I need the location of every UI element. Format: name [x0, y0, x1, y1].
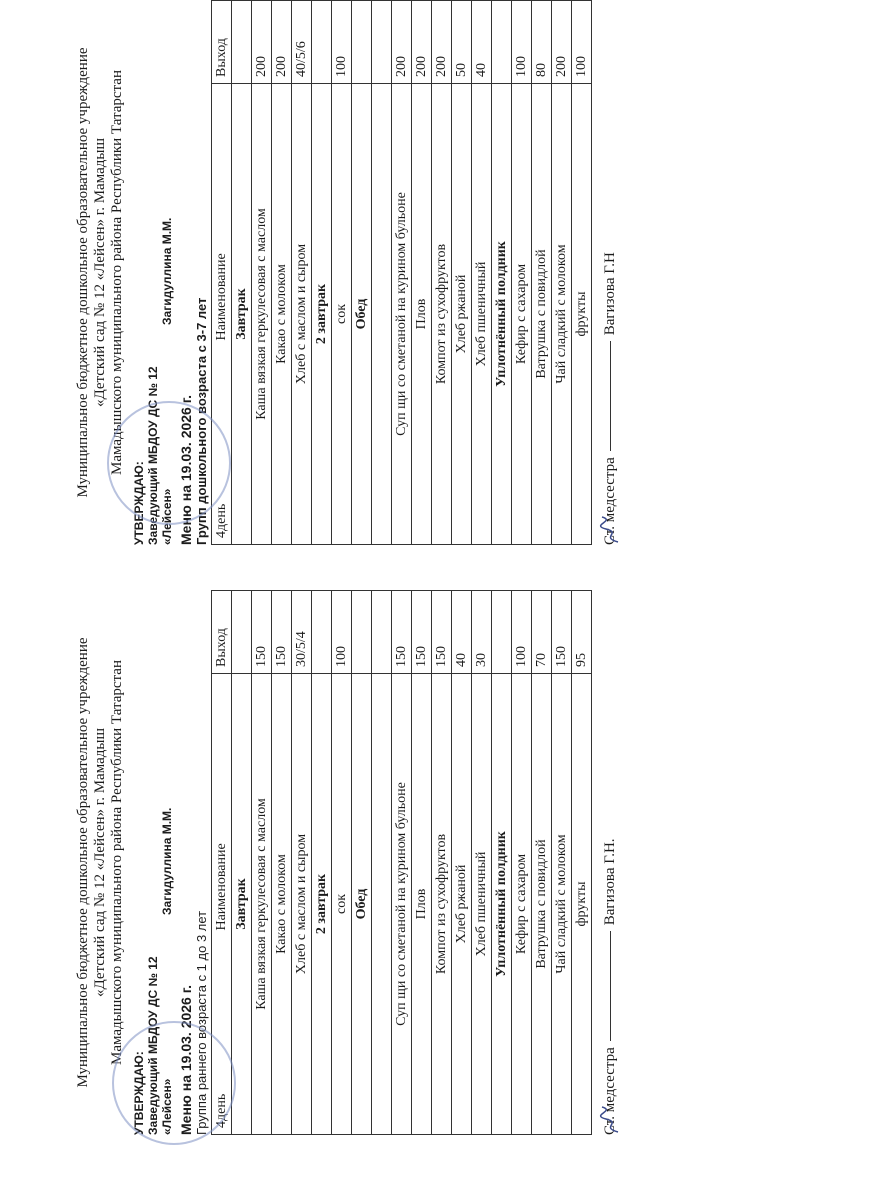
dish-name: Кефир с сахаром: [512, 674, 532, 1135]
dish-output: 200: [552, 1, 572, 84]
menu-row: [512, 591, 532, 1135]
dish-name: сок: [332, 674, 352, 1135]
dish-name: Компот из сухофруктов: [432, 674, 452, 1135]
dish-name: Обед: [352, 84, 372, 545]
dish-output: [372, 591, 392, 674]
group-label: Группа раннего возраста с 1 до 3 лет: [194, 910, 209, 1135]
dish-name: Суп щи со сметаной на курином бульоне: [392, 84, 412, 545]
dish-name: Уплотнённый полдник: [492, 84, 512, 545]
dish-output: 30: [472, 591, 492, 674]
nurse-title: Ст. медсестра: [602, 457, 618, 545]
dish-output: 100: [512, 591, 532, 674]
org-line: Мамадышского муниципального района Республики Татарстан: [109, 70, 125, 475]
dish-output: [312, 591, 332, 674]
dish-name: Кефир с сахаром: [512, 84, 532, 545]
dish-name: Ватрушка с повидлой: [532, 84, 552, 545]
dish-name: Уплотнённый полдник: [492, 674, 512, 1135]
menu-row: [532, 591, 552, 1135]
dish-output: 100: [332, 591, 352, 674]
dish-name: Завтрак: [232, 84, 252, 545]
approval-block: [132, 0, 174, 545]
menu-row: [512, 1, 532, 545]
dish-output: 30/5/4: [292, 591, 312, 674]
approval-block: [132, 590, 174, 1135]
menu-row: [292, 591, 312, 1135]
dish-name: фрукты: [572, 674, 592, 1135]
menu-row: [572, 591, 592, 1135]
menu-row: [392, 591, 412, 1135]
org-line: Мамадышского муниципального района Республики Татарстан: [109, 660, 125, 1065]
dish-name: Обед: [352, 674, 372, 1135]
dish-name: Чай сладкий с молоком: [552, 84, 572, 545]
menu-table: [211, 590, 592, 1135]
menu-row: [432, 1, 452, 545]
signature-line: [602, 590, 619, 1135]
dish-name: Компот из сухофруктов: [432, 84, 452, 545]
menu-row: [472, 1, 492, 545]
dish-name: Хлеб пшеничный: [472, 84, 492, 545]
org-line: Муниципальное бюджетное дошкольное образовательное учреждение: [75, 637, 91, 1088]
dish-name: Хлеб с маслом и сыром: [292, 84, 312, 545]
menu-row: [412, 1, 432, 545]
dish-output: 40: [472, 1, 492, 84]
dish-name: Какао с молоком: [272, 84, 292, 545]
dish-name: Плов: [412, 674, 432, 1135]
section-row: [232, 591, 252, 1135]
dish-output: 100: [332, 1, 352, 84]
approve-title: УТВЕРЖДАЮ:: [132, 1051, 146, 1135]
menu-row: [452, 1, 472, 545]
dish-name: Хлеб пшеничный: [472, 674, 492, 1135]
dish-output: 150: [432, 591, 452, 674]
dish-name: Плов: [412, 84, 432, 545]
dish-output: 100: [572, 1, 592, 84]
menu-sheet-preschool: [75, 0, 775, 545]
dish-output: 95: [572, 591, 592, 674]
header-name: Наименование: [213, 253, 229, 341]
dish-name: Какао с молоком: [272, 674, 292, 1135]
menu-row: [412, 591, 432, 1135]
dish-name: Чай сладкий с молоком: [552, 674, 572, 1135]
dish-output: 200: [272, 1, 292, 84]
menu-date: Меню на 19.03. 2026 г.: [178, 394, 194, 545]
menu-date: Меню на 19.03. 2026 г.: [178, 984, 194, 1135]
menu-row: [252, 1, 272, 545]
dish-name: фрукты: [572, 84, 592, 545]
header-day: 4день: [213, 503, 229, 538]
section-row: [312, 1, 332, 545]
menu-row: [272, 1, 292, 545]
dish-name: сок: [332, 84, 352, 545]
stamp-seal: [112, 1021, 236, 1145]
dish-name: Хлеб ржаной: [452, 674, 472, 1135]
header-out: Выход: [212, 591, 232, 674]
dish-output: 150: [252, 591, 272, 674]
signature-line: [602, 0, 619, 545]
menu-row: [372, 1, 392, 545]
head-name: Загидуллина М.М.: [160, 217, 174, 325]
header-name: Наименование: [213, 843, 229, 931]
org-line: «Детский сад № 12 «Лейсен» г. Мамадыш: [92, 137, 108, 408]
signature-icon: [598, 515, 624, 545]
menu-row: [252, 591, 272, 1135]
dish-output: 40/5/6: [292, 1, 312, 84]
dish-name: Каша вязкая геркулесовая с маслом: [252, 84, 272, 545]
group-label: Групп дошкольного возраста с 3-7 лет: [194, 297, 209, 545]
menu-row: [292, 1, 312, 545]
dish-output: [372, 1, 392, 84]
section-row: [352, 1, 372, 545]
dish-output: 50: [452, 1, 472, 84]
dish-output: [352, 591, 372, 674]
signature-underline: [610, 931, 611, 1041]
dish-name: 2 завтрак: [312, 674, 332, 1135]
dish-name: Каша вязкая геркулесовая с маслом: [252, 674, 272, 1135]
dish-name: Ватрушка с повидлой: [532, 674, 552, 1135]
menu-row: [532, 1, 552, 545]
dish-output: 200: [432, 1, 452, 84]
dish-output: [232, 1, 252, 84]
menu-row: [432, 591, 452, 1135]
menu-row: [392, 1, 412, 545]
nurse-name: Вагизова Г.Н: [602, 252, 618, 336]
org-line: Муниципальное бюджетное дошкольное образовательное учреждение: [75, 47, 91, 498]
approve-org: «Лейсен»: [160, 1078, 174, 1135]
dish-output: 80: [532, 1, 552, 84]
dish-output: 200: [412, 1, 432, 84]
dish-output: 150: [392, 591, 412, 674]
dish-output: [232, 591, 252, 674]
dish-output: [492, 1, 512, 84]
menu-row: [472, 591, 492, 1135]
dish-output: 200: [252, 1, 272, 84]
dish-name: Завтрак: [232, 674, 252, 1135]
menu-row: [332, 1, 352, 545]
dish-output: 200: [392, 1, 412, 84]
menu-row: [272, 591, 292, 1135]
dish-output: 150: [552, 591, 572, 674]
menu-row: [372, 591, 392, 1135]
dish-name: [372, 84, 392, 545]
nurse-name: Вагизова Г.Н.: [602, 838, 618, 926]
approve-org: «Лейсен»: [160, 488, 174, 545]
menu-table: [211, 0, 592, 545]
dish-name: [372, 674, 392, 1135]
dish-output: 150: [412, 591, 432, 674]
approve-position: Заведующий МБДОУ ДС № 12: [146, 366, 160, 545]
menu-row: [552, 591, 572, 1135]
menu-row: [332, 591, 352, 1135]
dish-output: 70: [532, 591, 552, 674]
section-row: [232, 1, 252, 545]
dish-output: [312, 1, 332, 84]
dish-name: 2 завтрак: [312, 84, 332, 545]
nurse-title: Ст. медсестра: [602, 1047, 618, 1135]
dish-output: [352, 1, 372, 84]
approve-title: УТВЕРЖДАЮ:: [132, 461, 146, 545]
dish-name: Хлеб ржаной: [452, 84, 472, 545]
dish-output: 100: [512, 1, 532, 84]
dish-output: [492, 591, 512, 674]
section-row: [492, 1, 512, 545]
section-row: [352, 591, 372, 1135]
dish-output: 40: [452, 591, 472, 674]
signature-underline: [610, 341, 611, 451]
menu-row: [452, 591, 472, 1135]
menu-sheet-early-age: [75, 590, 775, 1135]
menu-row: [572, 1, 592, 545]
menu-row: [552, 1, 572, 545]
stamp-seal: [107, 401, 231, 525]
header-out: Выход: [212, 1, 232, 84]
head-name: Загидуллина М.М.: [160, 807, 174, 915]
header-day: 4день: [213, 1093, 229, 1128]
org-line: «Детский сад № 12 «Лейсен» г. Мамадыш: [92, 727, 108, 998]
section-row: [312, 591, 332, 1135]
dish-output: 150: [272, 591, 292, 674]
signature-icon: [598, 1105, 624, 1135]
section-row: [492, 591, 512, 1135]
dish-name: Суп щи со сметаной на курином бульоне: [392, 674, 412, 1135]
dish-name: Хлеб с маслом и сыром: [292, 674, 312, 1135]
approve-position: Заведующий МБДОУ ДС № 12: [146, 956, 160, 1135]
